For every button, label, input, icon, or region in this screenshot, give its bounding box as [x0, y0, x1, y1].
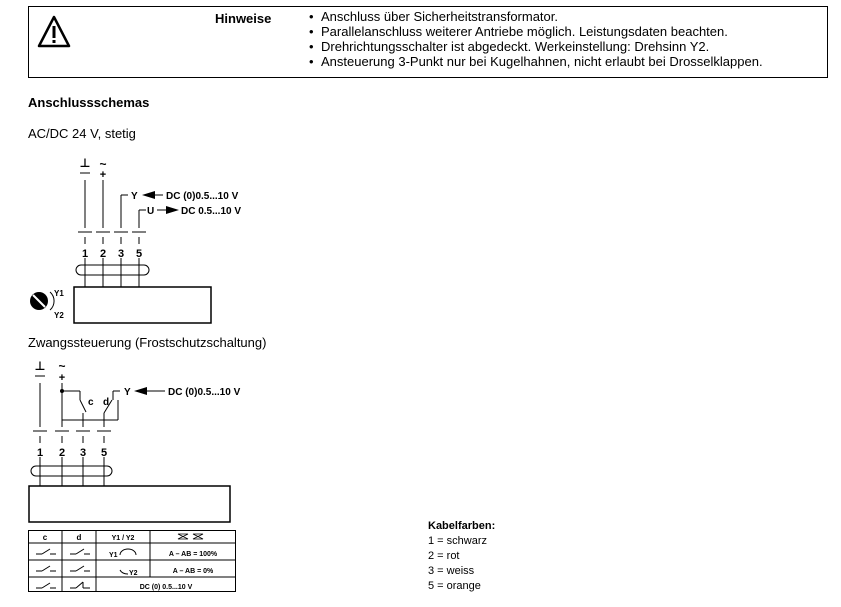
terminal-1: 1: [36, 447, 44, 459]
row1-result: A – AB = 100%: [168, 551, 218, 558]
arrow-left-icon: [134, 387, 147, 395]
arrow-left-icon: [142, 191, 155, 199]
y-signal-label: DC (0)0.5...10 V: [168, 387, 241, 398]
notice-item: • Drehrichtungsschalter ist abgedeckt. Werkeinstellung: Drehsinn Y2.: [309, 39, 763, 54]
notice-box: [28, 6, 828, 78]
cable-color-item: 1 = schwarz: [428, 535, 487, 547]
switch-d-label: d: [103, 397, 110, 408]
wiring-diagram-2: [0, 355, 300, 525]
u-output-label: U: [147, 206, 155, 217]
cable-color-item: 3 = weiss: [428, 565, 475, 577]
ground-symbol: ⊥: [79, 156, 91, 170]
diagram2-caption: Zwangssteuerung (Frostschutzschaltung): [28, 335, 267, 350]
cable-color-item: 2 = rot: [428, 550, 460, 562]
diagram1-caption: AC/DC 24 V, stetig: [28, 126, 136, 141]
arrow-right-icon: [166, 206, 179, 214]
rotation-y1-label: Y1: [54, 289, 64, 298]
warning-icon: [37, 15, 71, 49]
table-header-y: Y1 / Y2: [111, 535, 135, 542]
notice-item: • Ansteuerung 3-Punkt nur bei Kugelhahnen, nicht erlaubt bei Drosselklappen.: [309, 54, 763, 69]
y-input-label: Y: [131, 191, 138, 202]
ac-symbol: ~: [99, 157, 107, 171]
row3-result: DC (0) 0.5...10 V: [139, 584, 193, 591]
row2-result: A – AB = 0%: [172, 568, 214, 575]
notice-list: [309, 9, 763, 69]
plus-symbol: +: [58, 372, 66, 384]
terminal-5: 5: [135, 248, 143, 260]
y-input-label: Y: [124, 387, 131, 398]
ac-symbol: ~: [58, 359, 66, 373]
u-signal-label: DC 0.5...10 V: [181, 206, 242, 217]
truth-table: [28, 530, 238, 595]
terminal-1: 1: [81, 248, 89, 260]
rotation-switch-icon: [30, 292, 54, 310]
terminal-3: 3: [79, 447, 87, 459]
rotation-y2-label: Y2: [54, 311, 64, 320]
table-header-d: d: [76, 533, 82, 542]
cable-colors-title: Kabelfarben:: [428, 520, 496, 532]
section-title: Anschlussschemas: [28, 95, 150, 110]
row-y2-label: Y2: [129, 570, 138, 577]
switch-c-label: c: [88, 397, 94, 408]
plus-symbol: +: [99, 169, 107, 181]
row-y1-label: Y1: [109, 552, 118, 559]
table-header-c: c: [42, 533, 48, 542]
valve-icon: [178, 534, 203, 539]
terminal-5: 5: [100, 447, 108, 459]
y-signal-label: DC (0)0.5...10 V: [166, 191, 239, 202]
notice-item: • Anschluss über Sicherheitstransformator.: [309, 9, 763, 24]
terminal-2: 2: [99, 248, 107, 260]
terminal-3: 3: [117, 248, 125, 260]
ground-symbol: ⊥: [34, 359, 46, 373]
cable-color-item: 5 = orange: [428, 580, 481, 592]
cable-colors: [428, 519, 495, 594]
notice-item: • Parallelanschluss weiterer Antriebe möglich. Leistungsdaten beachten.: [309, 24, 763, 39]
notice-title: Hinweise: [215, 11, 272, 26]
terminal-2: 2: [58, 447, 66, 459]
wiring-diagram-1: [0, 150, 300, 330]
